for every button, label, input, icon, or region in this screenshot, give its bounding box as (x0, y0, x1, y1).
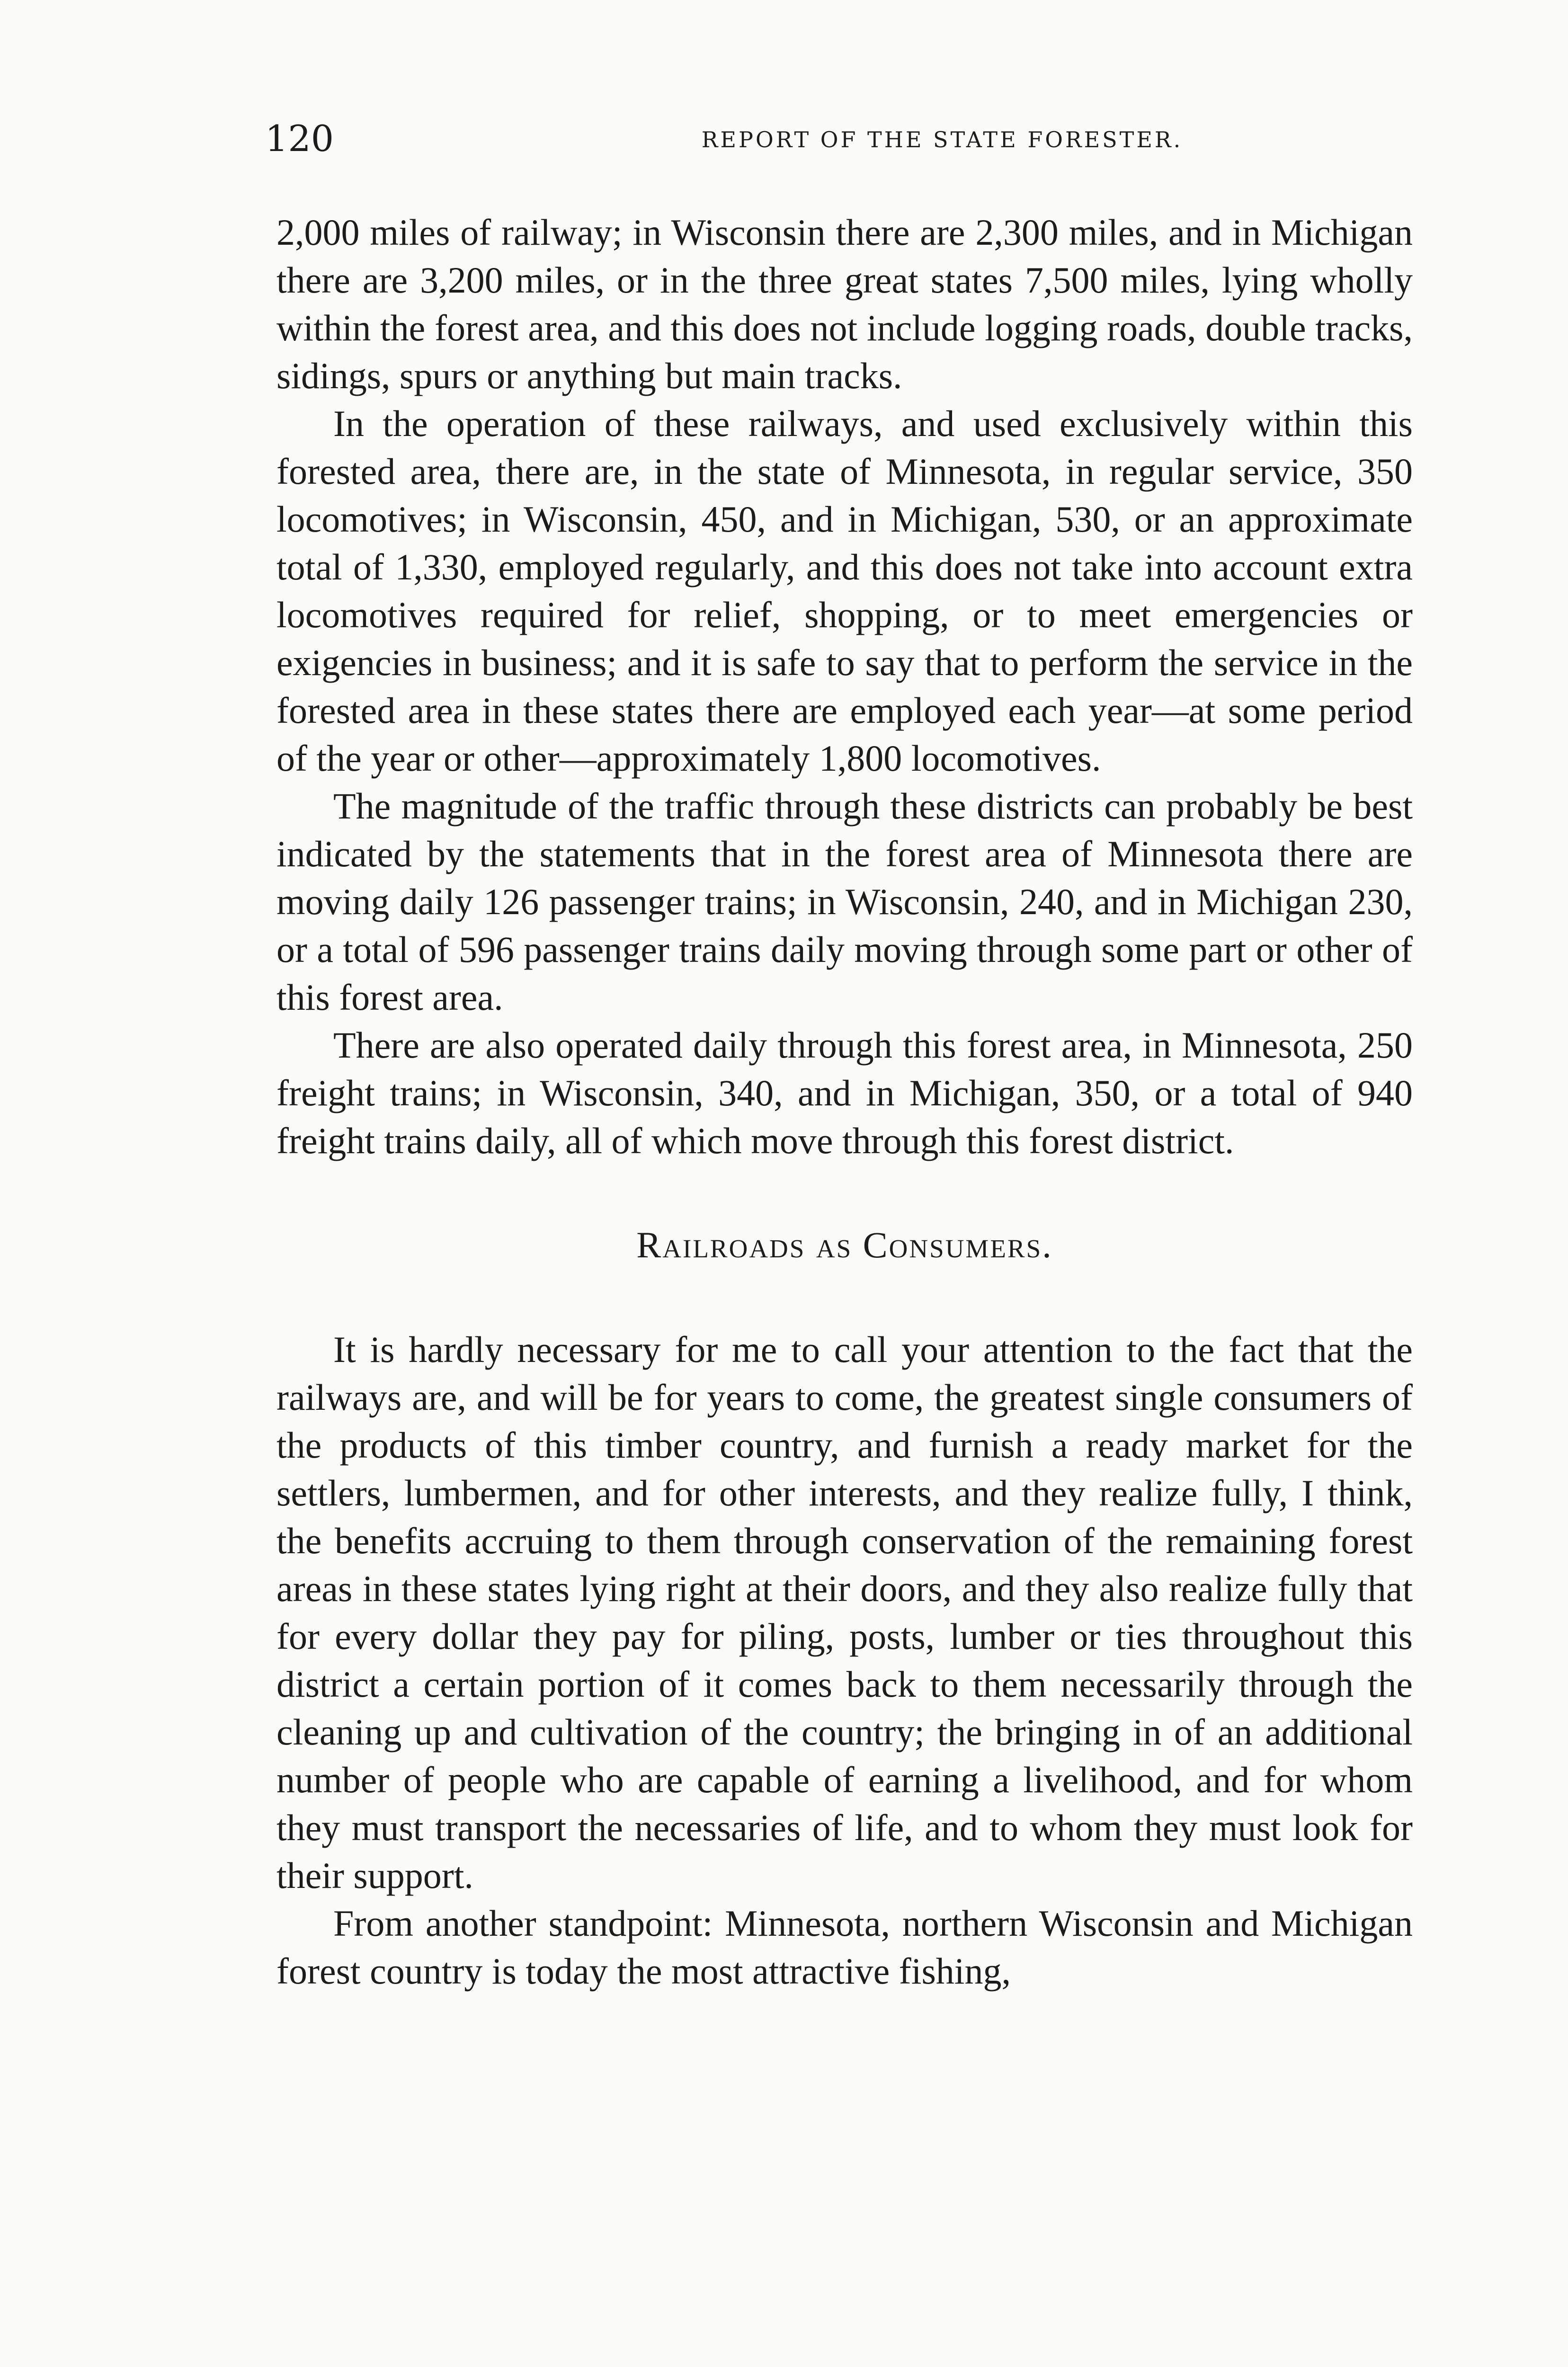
paragraph: 2,000 miles of railway; in Wisconsin there are 2,300 miles, and in Michigan there are 3,200 miles, or in the three great states 7,500 miles, lying wholly within the forest area, and this does not include logging roads, double tracks, sidings, spurs or anything but main tracks. (276, 212, 1413, 396)
page-header (265, 117, 1411, 160)
paragraph: The magnitude of the traffic through these districts can probably be best indicated by the statements that in the forest area of Minnesota there are moving daily 126 passenger trains; in Wisconsin, 240, and in Michigan 230, or a total of 596 passenger trains daily moving through some part or other of this forest area. (276, 785, 1413, 1018)
section-heading: Railroads as Consumers. (636, 1224, 1053, 1265)
running-title: REPORT OF THE STATE FORESTER. (701, 127, 1183, 152)
paragraph: In the operation of these railways, and used exclusively within this forested area, there are, in the state of Minnesota, in regular service, 350 locomotives; in Wisconsin, 450, and in Michigan, 530, or an approximate total of 1,330, employed regularly, and this does not take into account extra locomotives required for relief, shopping, or to meet emergencies or exigencies in business; and it is safe to say that to perform the service in the forested area in these states there are employed each year—at some period of the year or other—approximately 1,800 locomotives. (276, 403, 1413, 779)
body-text (276, 208, 1413, 1995)
paragraph: It is hardly necessary for me to call your attention to the fact that the railways are, and will be for years to come, the greatest single consumers of the products of this timber country, and furnish a ready market for the settlers, lumbermen, and for other interests, and they realize fully, I think, the benefits accruing to them through conservation of the remaining forest areas in these states lying right at their doors, and they also realize fully that for every dollar they pay for piling, posts, lumber or ties throughout this district a certain portion of it comes back to them necessarily through the cleaning up and cultivation of the country; the bringing in of an additional number of people who are capable of earning a livelihood, and for whom they must transport the necessaries of life, and to whom they must look for their support. (276, 1329, 1413, 1896)
paragraph: From another standpoint: Minnesota, northern Wisconsin and Michigan forest country is today the most attractive fishing, (276, 1903, 1413, 1992)
page-number: 120 (265, 117, 334, 160)
paragraph: There are also operated daily through this forest area, in Minnesota, 250 freight trains; in Wisconsin, 340, and in Michigan, 350, or a total of 940 freight trains daily, all of which move through this forest district. (276, 1024, 1413, 1161)
